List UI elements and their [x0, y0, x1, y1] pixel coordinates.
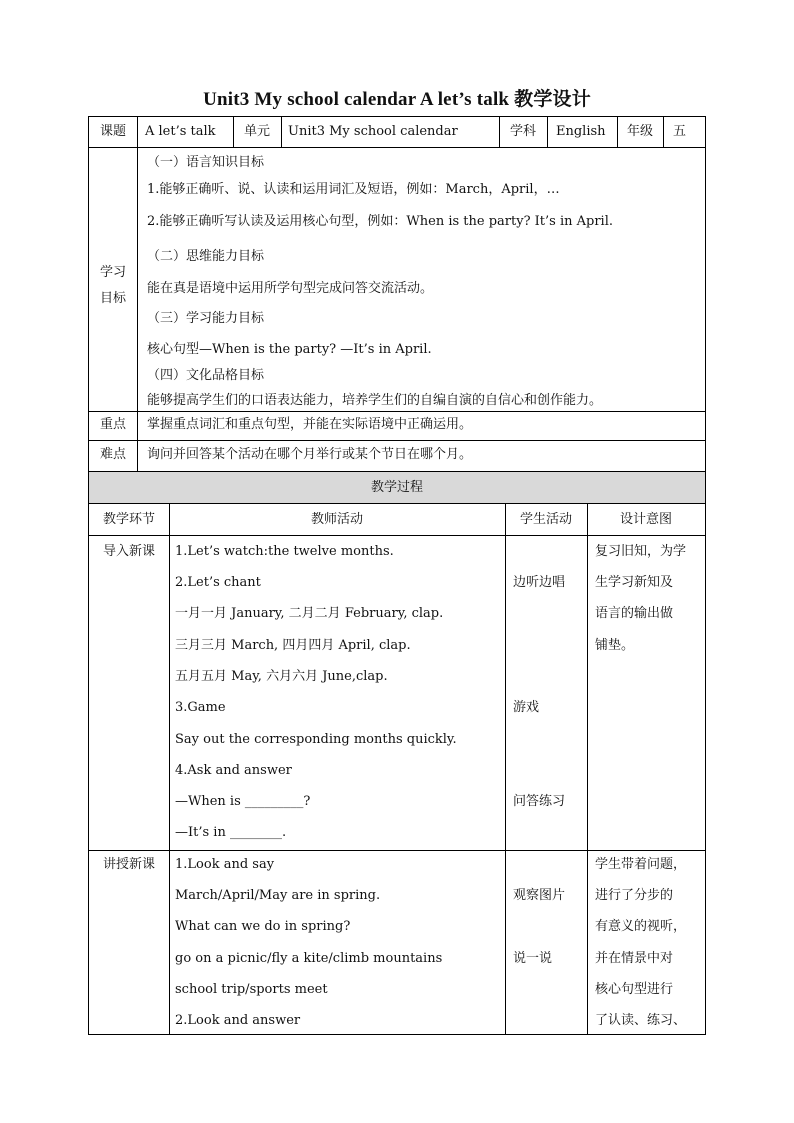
goal-line: （二）思维能力目标 — [147, 249, 265, 264]
document-title: Unit3 My school calendar A let’s talk 教学设计 — [203, 89, 591, 110]
intro-teacher-line: Say out the corresponding months quickly. — [175, 732, 457, 747]
lesson-plan-table — [88, 116, 706, 1035]
key-points-text: 掌握重点词汇和重点句型，并能在实际语境中正确运用。 — [147, 417, 473, 432]
teach-teacher-line: March/April/May are in spring. — [175, 888, 381, 903]
teach-teacher-line: What can we do in spring? — [175, 919, 351, 934]
rule — [281, 117, 282, 147]
goal-line: 能够提高学生们的口语表达能力，培养学生们的自编自演的自信心和创作能力。 — [147, 393, 603, 408]
goals-label — [89, 260, 137, 312]
intro-intent-line: 复习旧知，为学 — [595, 544, 687, 559]
teach-intent-line: 并在情景中对 — [595, 951, 674, 966]
rule — [137, 147, 138, 471]
goal-line: （四）文化品格目标 — [147, 368, 265, 383]
goal-line: 能在真是语境中运用所学句型完成问答交流活动。 — [147, 281, 434, 296]
rule — [169, 503, 170, 1035]
lesson-label: 课题 — [99, 124, 126, 139]
intro-stage: 导入新课 — [102, 544, 155, 559]
difficult-points-text: 询问并回答某个活动在哪个月举行或某个节日在哪个月。 — [147, 447, 473, 462]
goal-line: 2.能够正确听写认读及运用核心句型，例如：When is the party? It’s in April. — [147, 214, 614, 229]
difficult-points-label: 难点 — [99, 447, 126, 462]
teach-teacher-line: go on a picnic/fly a kite/climb mountains — [175, 951, 443, 966]
key-points-label: 重点 — [99, 417, 126, 432]
goal-line: （三）学习能力目标 — [147, 311, 265, 326]
intro-teacher-line: 一月一月 January, 二月二月 February, clap. — [175, 606, 444, 621]
col-student-header: 学生活动 — [519, 512, 572, 527]
teach-student-line: 观察图片 — [513, 888, 566, 903]
grade-value: 五 — [673, 124, 687, 139]
goal-line: （一）语言知识目标 — [147, 155, 265, 170]
rule — [547, 117, 548, 147]
intro-teacher-line: 2.Let’s chant — [175, 575, 261, 590]
subject-label: 学科 — [509, 124, 536, 139]
intro-teacher-line: 3.Game — [175, 700, 226, 715]
col-intent-header: 设计意图 — [619, 512, 672, 527]
teach-intent-line: 进行了分步的 — [595, 888, 674, 903]
teach-teacher-line: 2.Look and answer — [175, 1013, 301, 1028]
intro-teacher-line: 三月三月 March, 四月四月 April, clap. — [175, 638, 411, 653]
intro-intent-line: 生学习新知及 — [595, 575, 674, 590]
rule — [89, 440, 705, 441]
rule — [663, 117, 664, 147]
rule — [89, 850, 705, 851]
intro-teacher-line: 4.Ask and answer — [175, 763, 292, 778]
teach-intent-line: 了认读、练习、 — [595, 1013, 687, 1028]
goals-label-line: 学习 — [99, 265, 126, 280]
intro-teacher-line: —It’s in ________. — [175, 825, 287, 840]
intro-student-line: 边听边唱 — [513, 575, 566, 590]
rule — [587, 503, 588, 1035]
process-heading: 教学过程 — [370, 480, 423, 495]
rule — [89, 411, 705, 412]
intro-teacher-line: —When is _________? — [175, 794, 311, 809]
intro-intent-line: 铺垫。 — [595, 638, 635, 653]
grade-label: 年级 — [626, 124, 653, 139]
goals-label-line: 目标 — [99, 291, 126, 306]
rule — [89, 503, 705, 504]
teach-student-line: 说一说 — [513, 951, 553, 966]
rule — [89, 535, 705, 536]
unit-label: 单元 — [243, 124, 270, 139]
teach-intent-line: 有意义的视听， — [595, 919, 687, 934]
rule — [89, 471, 705, 472]
intro-teacher-line: 1.Let’s watch:the twelve months. — [175, 544, 394, 559]
intro-intent-line: 语言的输出做 — [595, 606, 674, 621]
teach-stage: 讲授新课 — [102, 857, 155, 872]
goal-line: 1.能够正确听、说、认读和运用词汇及短语，例如：March，April，… — [147, 182, 560, 197]
teach-intent-line: 核心句型进行 — [595, 982, 674, 997]
lesson-value: A let’s talk — [145, 124, 216, 139]
col-teacher-header: 教师活动 — [310, 512, 363, 527]
goal-line: 核心句型—When is the party? —It’s in April. — [147, 342, 432, 357]
teach-teacher-line: school trip/sports meet — [175, 982, 328, 997]
col-stage-header: 教学环节 — [102, 512, 155, 527]
intro-teacher-line: 五月五月 May, 六月六月 June,clap. — [175, 669, 388, 684]
teach-teacher-line: 1.Look and say — [175, 857, 275, 872]
rule — [89, 147, 705, 148]
intro-student-line: 问答练习 — [513, 794, 566, 809]
unit-value: Unit3 My school calendar — [288, 124, 458, 139]
rule — [137, 117, 138, 147]
intro-student-line: 游戏 — [513, 700, 540, 715]
subject-value: English — [556, 124, 606, 139]
teach-intent-line: 学生带着问题， — [595, 857, 687, 872]
rule — [505, 503, 506, 1035]
